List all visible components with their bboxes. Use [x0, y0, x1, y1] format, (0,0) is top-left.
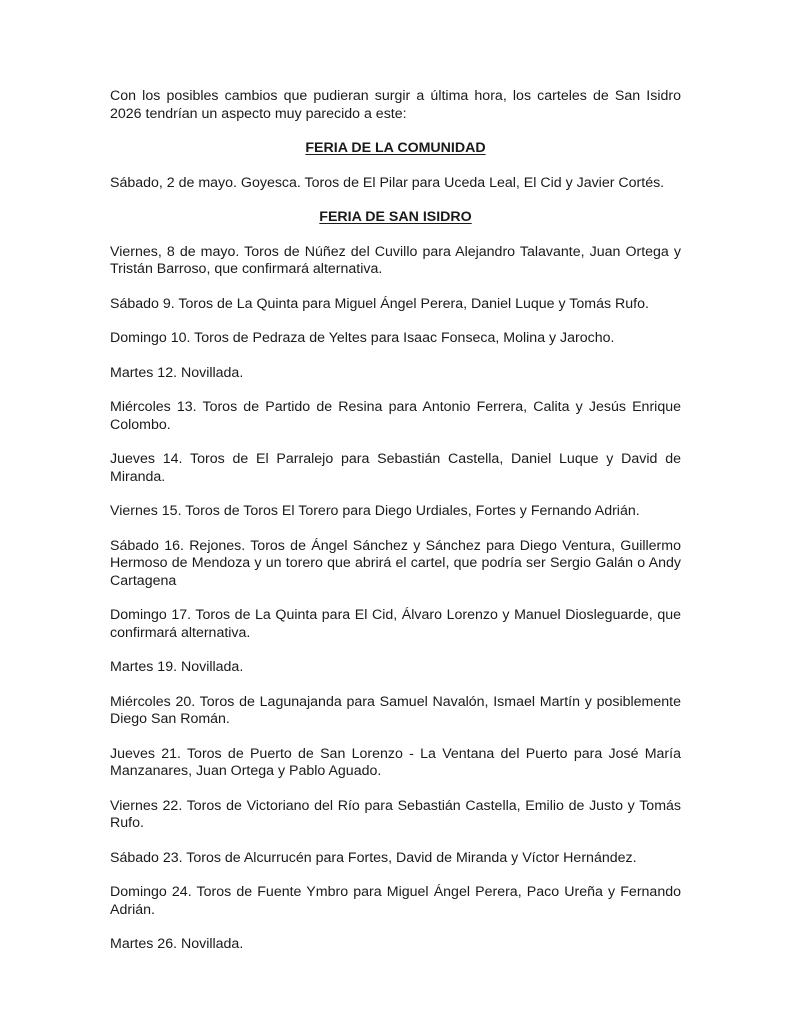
event-entry: Jueves 21. Toros de Puerto de San Lorenzo - La Ventana del Puerto para José María Manzanares, Juan Ortega y Pablo Aguado.: [110, 745, 681, 779]
event-entry: Miércoles 20. Toros de Lagunajanda para Samuel Navalón, Ismael Martín y posiblemente Diego San Román.: [110, 693, 681, 727]
document-page: [110, 88, 681, 971]
event-entry: Sábado 23. Toros de Alcurrucén para Fortes, David de Miranda y Víctor Hernández.: [110, 849, 637, 866]
section-feria-de-san-isidro: [110, 209, 681, 954]
event-entry: Jueves 14. Toros de El Parralejo para Sebastián Castella, Daniel Luque y David de Miranda.: [110, 451, 681, 485]
event-entry: Viernes 22. Toros de Victoriano del Río para Sebastián Castella, Emilio de Justo y Tomás Rufo.: [110, 797, 681, 831]
event-entry: Martes 26. Novillada.: [110, 936, 244, 952]
section-feria-de-la-comunidad: [110, 140, 681, 192]
event-entry: Viernes 15. Toros de Toros El Torero para Diego Urdiales, Fortes y Fernando Adrián.: [110, 503, 640, 519]
event-entry: Sábado, 2 de mayo. Goyesca. Toros de El Pilar para Uceda Leal, El Cid y Javier Cortés.: [110, 174, 665, 191]
event-entry: Sábado 16. Rejones. Toros de Ángel Sánchez y Sánchez para Diego Ventura, Guillermo Hermoso de Mendoza y un torero que abrirá el cartel, que podría ser Sergio Galán o Andy Cartagena: [110, 537, 681, 589]
event-entry: Domingo 17. Toros de La Quinta para El Cid, Álvaro Lorenzo y Manuel Diosleguarde, que confirmará alternativa.: [110, 607, 681, 641]
event-entry: Sábado 9. Toros de La Quinta para Miguel Ángel Perera, Daniel Luque y Tomás Rufo.: [110, 295, 649, 312]
event-entry: Miércoles 13. Toros de Partido de Resina para Antonio Ferrera, Calita y Jesús Enrique Colombo.: [110, 399, 681, 433]
event-entry: Viernes, 8 de mayo. Toros de Núñez del Cuvillo para Alejandro Talavante, Juan Ortega y Tristán Barroso, que confirmará alternativa.: [110, 243, 681, 277]
intro-paragraph: Con los posibles cambios que pudieran surgir a última hora, los carteles de San Isidro 2026 tendrían un aspecto muy parecido a este:: [110, 88, 681, 122]
section-heading: FERIA DE LA COMUNIDAD: [305, 140, 486, 156]
event-entry: Domingo 10. Toros de Pedraza de Yeltes para Isaac Fonseca, Molina y Jarocho.: [110, 330, 615, 346]
event-entry: Domingo 24. Toros de Fuente Ymbro para Miguel Ángel Perera, Paco Ureña y Fernando Adrián.: [110, 884, 681, 918]
event-entry: Martes 12. Novillada.: [110, 364, 244, 381]
section-heading: FERIA DE SAN ISIDRO: [319, 209, 472, 225]
event-entry: Martes 19. Novillada.: [110, 659, 244, 675]
